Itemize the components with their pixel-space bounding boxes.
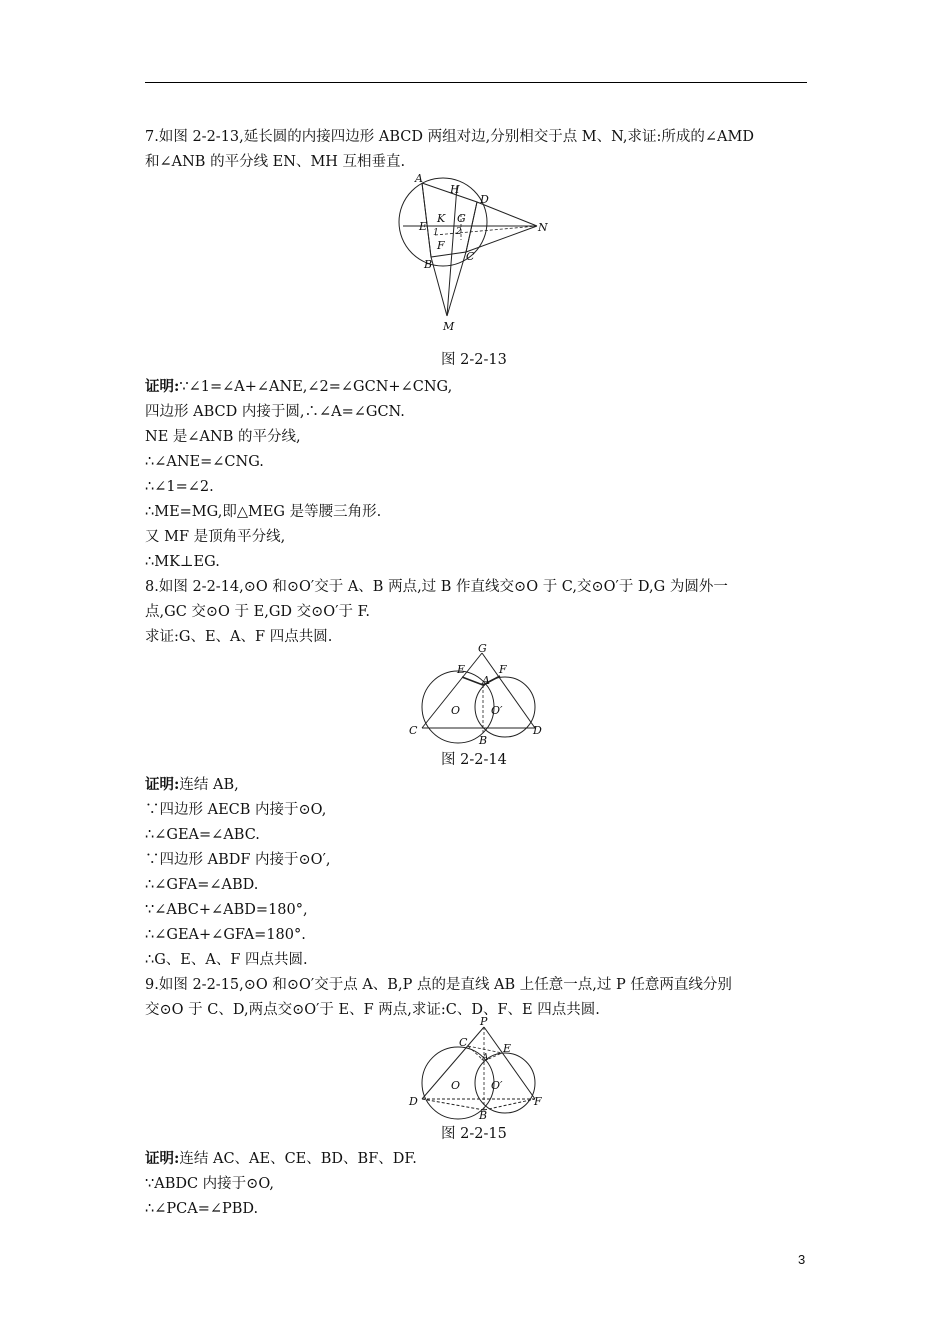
proof-text: ∵∠1=∠A+∠ANE,∠2=∠GCN+∠CNG, xyxy=(179,379,453,395)
fig14-label-A: A xyxy=(482,674,490,687)
fig14-label-G: G xyxy=(478,642,487,655)
fig15-label-F: F xyxy=(534,1095,542,1108)
problem-7-statement-line2: 和∠ANB 的平分线 EN、MH 互相垂直. xyxy=(145,154,406,170)
fig13-label-A: A xyxy=(415,172,423,185)
fig14-label-O-prime: O′ xyxy=(491,704,503,717)
fig14-label-C: C xyxy=(409,724,418,737)
figure-2-2-13-caption: 图 2-2-13 xyxy=(441,352,507,368)
proof-label: 证明: xyxy=(145,1150,180,1167)
problem-7-proof-line7: 又 MF 是顶角平分线, xyxy=(145,529,286,545)
figure-2-2-13 xyxy=(395,170,555,335)
problem-8-proof-line5: ∴∠GFA=∠ABD. xyxy=(145,877,259,893)
problem-8-statement-line3: 求证:G、E、A、F 四点共圆. xyxy=(145,629,333,645)
fig13-label-D: D xyxy=(480,193,489,206)
problem-8-proof-line2: ∵四边形 AECB 内接于⊙O, xyxy=(145,802,327,818)
problem-7-proof-line1 xyxy=(145,377,452,397)
proof-text: 连结 AC、AE、CE、BD、BF、DF. xyxy=(179,1151,417,1167)
fig15-label-B: B xyxy=(479,1109,488,1122)
problem-9-statement-line2: 交⊙O 于 C、D,两点交⊙O′于 E、F 两点,求证:C、D、F、E 四点共圆. xyxy=(145,1002,600,1018)
fig14-label-B: B xyxy=(479,734,488,747)
figure-2-2-15-caption: 图 2-2-15 xyxy=(441,1126,507,1142)
problem-8-statement-line1: 8.如图 2-2-14,⊙O 和⊙O′交于 A、B 两点,过 B 作直线交⊙O 于 C,交⊙O′于 D,G 为圆外一 xyxy=(145,579,728,595)
fig14-label-E: E xyxy=(457,663,466,676)
fig13-label-H: H xyxy=(450,183,460,196)
problem-8-proof-line6: ∵∠ABC+∠ABD=180°, xyxy=(145,902,308,918)
figure-2-2-14 xyxy=(405,642,550,747)
fig13-label-F: F xyxy=(437,239,445,252)
fig13-label-2: 2 xyxy=(456,227,462,237)
problem-8-proof-line8: ∴G、E、A、F 四点共圆. xyxy=(145,952,308,968)
problem-7-proof-line3: NE 是∠ANB 的平分线, xyxy=(145,429,301,445)
fig15-label-O: O xyxy=(451,1079,461,1092)
fig13-label-M: M xyxy=(443,320,455,333)
fig13-label-G: G xyxy=(457,212,466,225)
fig14-label-F: F xyxy=(499,663,507,676)
problem-9-proof-line3: ∴∠PCA=∠PBD. xyxy=(145,1201,259,1217)
fig13-label-C: C xyxy=(466,250,475,263)
fig15-label-D: D xyxy=(409,1095,418,1108)
problem-8-proof-line3: ∴∠GEA=∠ABC. xyxy=(145,827,260,843)
problem-8-statement-line2: 点,GC 交⊙O 于 E,GD 交⊙O′于 F. xyxy=(145,604,371,620)
header-rule xyxy=(145,82,807,83)
page-number: 3 xyxy=(798,1252,806,1267)
fig14-label-D: D xyxy=(533,724,542,737)
fig13-label-B: B xyxy=(424,258,433,271)
fig13-label-K: K xyxy=(437,212,446,225)
fig14-label-O: O xyxy=(451,704,461,717)
fig13-label-1: 1 xyxy=(433,228,439,238)
fig15-label-C: C xyxy=(459,1036,468,1049)
problem-7-statement-line1: 7.如图 2-2-13,延长圆的内接四边形 ABCD 两组对边,分别相交于点 M、N,求证:所成的∠AMD xyxy=(145,129,754,145)
proof-label: 证明: xyxy=(145,776,180,793)
figure-2-2-15 xyxy=(405,1015,550,1123)
fig15-label-A: A xyxy=(482,1053,489,1063)
problem-8-proof-line4: ∵四边形 ABDF 内接于⊙O′, xyxy=(145,852,331,868)
fig13-label-E: E xyxy=(419,220,428,233)
proof-label: 证明: xyxy=(145,378,180,395)
problem-9-proof-line2: ∵ABDC 内接于⊙O, xyxy=(145,1176,274,1192)
problem-8-proof-line1 xyxy=(145,775,239,795)
proof-text: 连结 AB, xyxy=(179,777,239,793)
problem-8-proof-line7: ∴∠GEA+∠GFA=180°. xyxy=(145,927,306,943)
problem-7-proof-line8: ∴MK⊥EG. xyxy=(145,554,220,570)
fig15-label-E: E xyxy=(503,1042,512,1055)
problem-9-statement-line1: 9.如图 2-2-15,⊙O 和⊙O′交于点 A、B,P 点的是直线 AB 上任意一点,过 P 任意两直线分别 xyxy=(145,977,732,993)
fig15-label-P: P xyxy=(480,1015,488,1028)
problem-7-proof-line2: 四边形 ABCD 内接于圆,∴∠A=∠GCN. xyxy=(145,404,405,420)
figure-2-2-14-caption: 图 2-2-14 xyxy=(441,752,507,768)
fig15-label-O-prime: O′ xyxy=(491,1079,503,1092)
problem-9-proof-line1 xyxy=(145,1149,417,1169)
problem-7-proof-line4: ∴∠ANE=∠CNG. xyxy=(145,454,264,470)
fig13-label-N: N xyxy=(538,221,548,234)
problem-7-proof-line5: ∴∠1=∠2. xyxy=(145,479,214,495)
problem-7-proof-line6: ∴ME=MG,即△MEG 是等腰三角形. xyxy=(145,504,382,520)
